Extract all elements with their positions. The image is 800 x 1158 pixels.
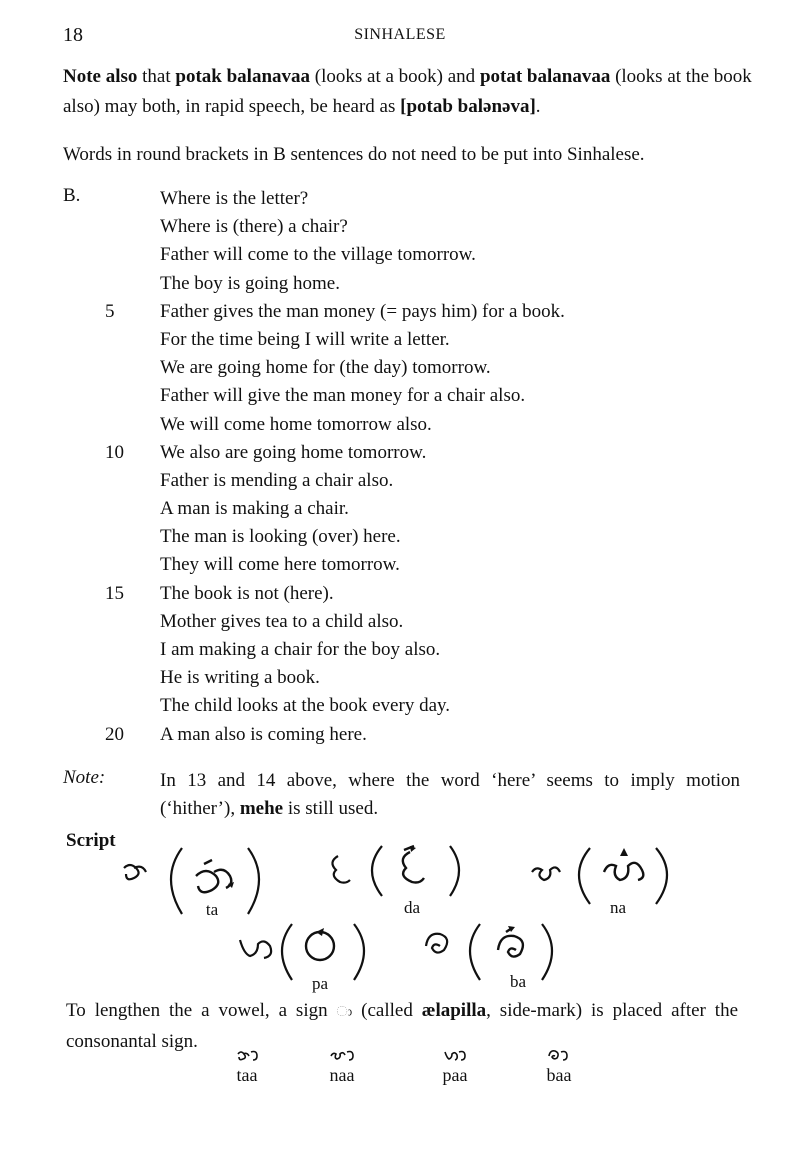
sentence-row xyxy=(0,664,800,692)
naa-label: naa xyxy=(329,1065,355,1085)
lengthen-text-3: , side-mark) is placed after the consonantal sign. xyxy=(66,1000,739,1052)
sentence-row xyxy=(0,467,800,495)
note-body-text-2: is still used. xyxy=(283,798,379,819)
long-form-paa xyxy=(415,1048,495,1086)
sentence-text: The man is looking (over) here. xyxy=(160,526,401,548)
lengthen-text-1: To lengthen the a vowel, a sign xyxy=(66,1000,337,1021)
baa-label: baa xyxy=(546,1065,572,1085)
sentence-row xyxy=(0,523,800,551)
sentence-row xyxy=(0,580,800,608)
taa-label: taa xyxy=(236,1065,258,1085)
sentence-row xyxy=(0,298,800,326)
sentence-row xyxy=(0,721,800,749)
script-heading: Script xyxy=(66,830,116,851)
note-text-2: (looks at a book) and xyxy=(310,66,480,87)
note-keyword: mehe xyxy=(239,798,284,819)
note-text-1: that xyxy=(137,66,176,87)
sentence-row xyxy=(0,692,800,720)
sentence-list xyxy=(0,185,800,749)
sentence-text: A man is making a chair. xyxy=(160,498,349,520)
sentence-text: Father will come to the village tomorrow. xyxy=(160,244,476,266)
pronunciation: [potab balənəva] xyxy=(400,96,536,117)
exercise-label: B. xyxy=(63,185,81,206)
sentence-number: 15 xyxy=(105,582,124,604)
taa-glyph xyxy=(235,1048,259,1062)
sentence-number: 20 xyxy=(105,723,124,745)
sentence-text: We also are going home tomorrow. xyxy=(160,441,427,463)
script-letter-ta xyxy=(110,842,270,922)
note-text-3: (looks at the book also) may both, in rapid speech, be heard as xyxy=(63,66,752,117)
note-body-text-1: In 13 and 14 above, where the word ‘here’ seems to imply motion (‘hither’), xyxy=(160,770,740,819)
script-letter-pa xyxy=(232,920,382,993)
note-lead: Note also xyxy=(63,66,138,87)
sentence-row xyxy=(0,551,800,579)
sentence-row xyxy=(0,411,800,439)
sentence-text: The child looks at the book every day. xyxy=(160,695,451,717)
script-letter-na xyxy=(520,842,680,917)
lengthen-paragraph xyxy=(66,996,738,1057)
round-brackets-note: Words in round brackets in B sentences do not need to be put into Sinhalese. xyxy=(63,144,645,165)
sentence-row xyxy=(0,636,800,664)
baa-glyph xyxy=(547,1048,571,1062)
sentence-text: Mother gives tea to a child also. xyxy=(160,610,404,632)
running-title: SINHALESE xyxy=(354,26,446,43)
note-body xyxy=(160,767,740,823)
sentence-row xyxy=(0,354,800,382)
sentence-row xyxy=(0,495,800,523)
sentence-text: For the time being I will write a letter. xyxy=(160,328,450,350)
sentence-row xyxy=(0,241,800,269)
long-form-taa xyxy=(207,1048,287,1086)
sentence-text: Father is mending a chair also. xyxy=(160,469,394,491)
sentence-row xyxy=(0,213,800,241)
long-form-naa xyxy=(302,1048,382,1086)
script-letter-ba xyxy=(418,920,568,990)
example-word-1: potak balanavaa xyxy=(175,66,311,87)
sentence-text: We are going home for (the day) tomorrow. xyxy=(160,357,491,379)
sentence-text: The boy is going home. xyxy=(160,272,340,294)
note-paragraph xyxy=(63,62,753,122)
paa-glyph xyxy=(443,1048,467,1062)
pa-label: pa xyxy=(311,974,329,993)
sentence-text: Father will give the man money for a chair also. xyxy=(160,385,526,407)
sentence-row xyxy=(0,270,800,298)
ta-label: ta xyxy=(205,900,219,919)
sentence-text: A man also is coming here. xyxy=(160,723,367,745)
long-form-baa xyxy=(519,1048,599,1086)
da-label: da xyxy=(403,898,421,917)
sentence-text: I am making a chair for the boy also. xyxy=(160,639,441,660)
paa-label: paa xyxy=(442,1065,468,1085)
aelapilla-sign: ා xyxy=(336,1004,353,1020)
lengthen-text-2: (called xyxy=(352,1000,422,1021)
ba-label: ba xyxy=(509,972,527,991)
sentence-row xyxy=(0,608,800,636)
sentence-text: Father gives the man money (= pays him) for a book. xyxy=(160,300,565,322)
sentence-text: Where is (there) a chair? xyxy=(160,216,348,238)
script-letter-da xyxy=(318,842,478,917)
sentence-number: 5 xyxy=(105,300,115,322)
sentence-text: The book is not (here). xyxy=(160,582,334,604)
naa-glyph xyxy=(329,1048,355,1062)
sentence-row xyxy=(0,382,800,410)
sentence-row xyxy=(0,439,800,467)
sentence-number: 10 xyxy=(105,441,124,463)
note-label: Note: xyxy=(63,767,106,788)
sentence-text: He is writing a book. xyxy=(160,667,320,689)
sentence-text: Where is the letter? xyxy=(160,188,309,209)
sentence-text: They will come here tomorrow. xyxy=(160,554,400,576)
example-word-2: potat balanavaa xyxy=(479,66,611,87)
note-text-4: . xyxy=(535,96,541,117)
sentence-row xyxy=(0,185,800,213)
sentence-row xyxy=(0,326,800,354)
na-label: na xyxy=(609,898,627,917)
page-number: 18 xyxy=(63,24,83,46)
aelapilla-term: ælapilla xyxy=(421,1000,487,1021)
sentence-text: We will come home tomorrow also. xyxy=(160,413,432,435)
